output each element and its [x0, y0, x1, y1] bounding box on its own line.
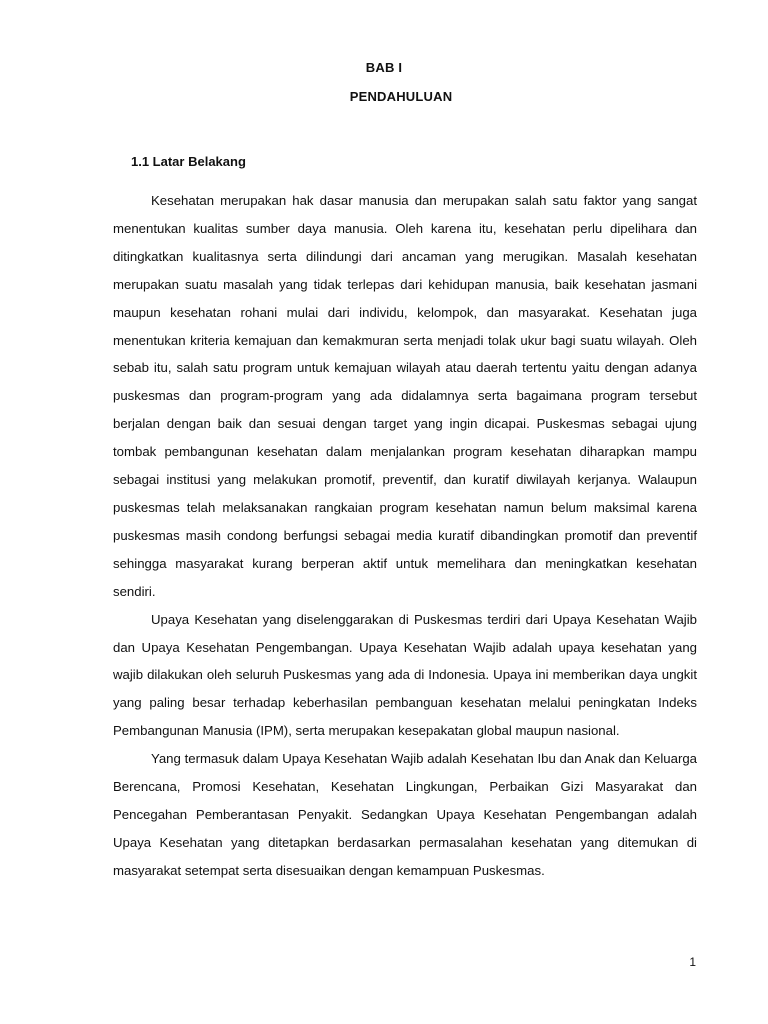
paragraph-3: Yang termasuk dalam Upaya Kesehatan Wajib adalah Kesehatan Ibu dan Anak dan Keluarga Berencana, Promosi Kesehatan, Kesehatan Lingkungan, Perbaikan Gizi Masyarakat dan Pencegahan Pemberantasan Penyakit. Sedangkan Upaya Kesehatan Pengembangan adalah Upaya Kesehatan yang ditetapkan berdasarkan permasalahan kesehatan yang ditemukan di masyarakat setempat serta disesuaikan dengan kemampuan Puskesmas. [113, 751, 697, 878]
chapter-title: PENDAHULUAN [349, 89, 453, 104]
body-text [113, 187, 697, 885]
page-number: 1 [689, 955, 696, 969]
paragraph-2: Upaya Kesehatan yang diselenggarakan di Puskesmas terdiri dari Upaya Kesehatan Wajib dan Upaya Kesehatan Pengembangan. Upaya Kesehatan Wajib adalah upaya kesehatan yang wajib dilakukan oleh seluruh Puskesmas yang ada di Indonesia. Upaya ini memberikan daya ungkit yang paling besar terhadap keberhasilan pembanguan kesehatan melalui peningkatan Indeks Pembangunan Manusia (IPM), serta merupakan kesepakatan global maupun nasional. [113, 611, 697, 739]
section-heading: 1.1 Latar Belakang [131, 154, 246, 169]
chapter-number: BAB I [365, 60, 403, 75]
paragraph-1: Kesehatan merupakan hak dasar manusia dan merupakan salah satu faktor yang sangat menentukan kualitas sumber daya manusia. Oleh karena itu, kesehatan perlu dipelihara dan ditingkatkan kualitasnya serta dilindungi dari ancaman yang merugikan. Masalah kesehatan merupakan suatu masalah yang tidak terlepas dari kehidupan manusia, baik kesehatan jasmani maupun kesehatan rohani mulai dari individu, kelompok, dan masyarakat. Kesehatan juga menentukan kriteria kemajuan dan kemakmuran serta menjadi tolak ukur bagi suatu wilayah. Oleh sebab itu, salah satu program untuk kemajuan wilayah atau daerah tertentu yaitu dengan adanya puskesmas dan program-program yang ada didalamnya serta bagaimana program tersebut berjalan dengan baik dan sesuai dengan target yang ingin dicapai. Puskesmas sebagai ujung tombak pembangunan kesehatan dalam menjalankan program kesehatan diharapkan mampu sebagai institusi yang melakukan promotif, preventif, dan kuratif diwilayah kerjanya. Walaupun puskesmas telah melaksanakan rangkaian program kesehatan namun belum maksimal karena puskesmas masih condong berfungsi sebagai media kuratif dibandingkan promotif dan preventif sehingga masyarakat kurang berperan aktif untuk memelihara dan meningkatkan kesehatan sendiri. [113, 193, 697, 599]
